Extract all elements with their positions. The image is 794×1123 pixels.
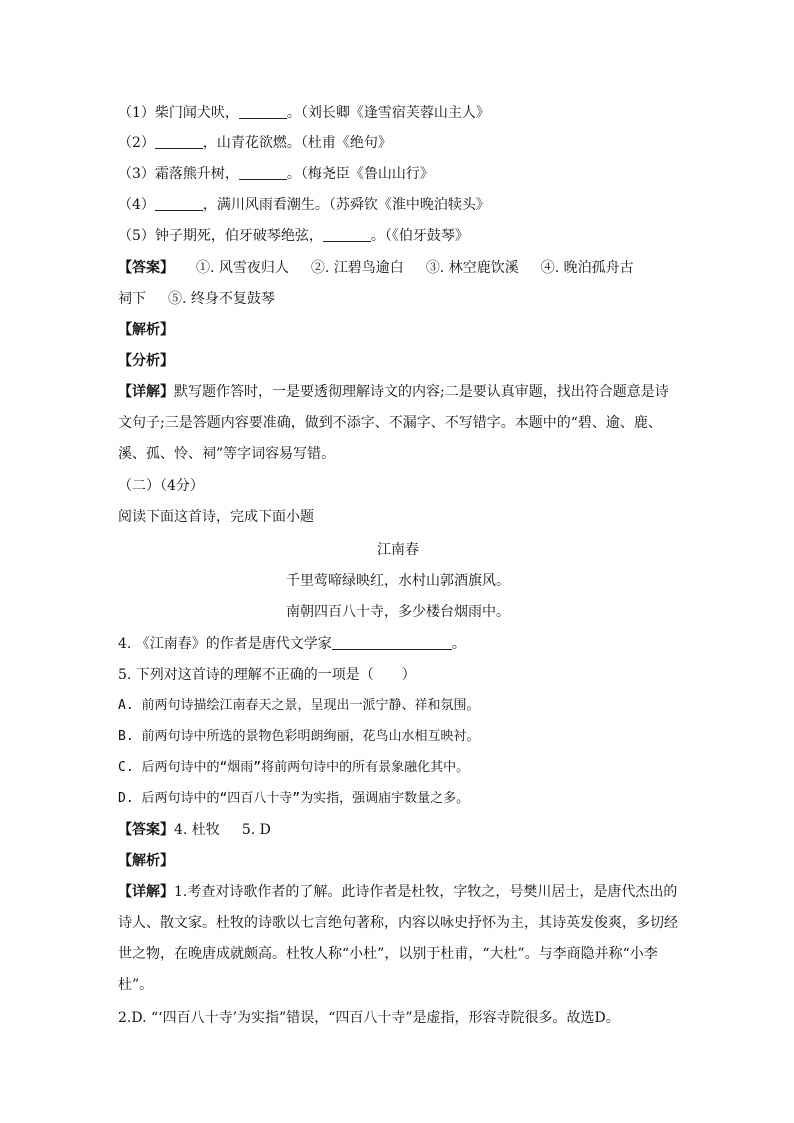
answer-blank: [323, 227, 371, 242]
answer-blank: [155, 134, 203, 149]
detail-tag: 【详解】: [118, 884, 174, 900]
detail-line-1: [118, 382, 678, 402]
question-source: 。（刘长卿《逢雪宿芙蓉山主人》: [286, 105, 490, 121]
answer-item-5: ⑤. 终身不复鼓琴: [168, 291, 275, 307]
detail-line-2: 文句子;三是答题内容要准确，做到不添字、不漏字、不写错字。本题中的“碧、逾、鹿、: [118, 415, 662, 431]
poem-line-1: 千里莺啼绿映红，水村山郭酒旗风。: [286, 573, 510, 589]
detail2-line-2: 诗人、散文家。杜牧的诗歌以七言绝句著称，内容以咏史抒怀为主，其诗英发俊爽，多切经: [118, 915, 678, 931]
question-source: ，满川风雨看潮生。（苏舜钦《淮中晚泊犊头》: [202, 197, 490, 213]
question-4: [118, 634, 678, 654]
reading-instruction: 阅读下面这首诗，完成下面小题: [118, 509, 314, 525]
question-text: 钟子期死，伯牙破琴绝弦，: [154, 228, 323, 244]
question-5-stem: 5. 下列对这首诗的理解不正确的一项是（ ）: [118, 667, 416, 683]
question-number: （2）: [118, 135, 155, 151]
poem-title: 江南春: [377, 542, 419, 558]
detail-tag: 【详解】: [118, 384, 174, 400]
analysis-heading: 【解析】: [118, 322, 174, 338]
question-source: 。（《伯牙鼓琴》: [370, 228, 469, 244]
option-a: A. 前两句诗描绘江南春天之景，呈现出一派宁静、祥和氛围。: [118, 698, 480, 713]
option-b: B. 前两句诗中所选的景物色彩明朗绚丽，花鸟山水相互映衬。: [118, 729, 480, 744]
question-4-text: 4. 《江南春》的作者是唐代文学家: [118, 636, 332, 652]
option-c: C. 后两句诗中的“烟雨”将前两句诗中的所有景象融化其中。: [118, 760, 470, 775]
answer-item-1: ①. 风雪夜归人: [196, 260, 289, 276]
question-number: （5）: [118, 228, 155, 244]
question-text: 柴门闻犬吠，: [154, 105, 239, 121]
answer-blank: [239, 165, 287, 180]
answer-item-3: ③. 林空鹿饮溪: [425, 260, 519, 276]
answer-blank: [155, 196, 203, 211]
answer-line-1: [118, 258, 678, 278]
detail2-line-1: [118, 882, 678, 902]
detail2-line-3: 世之物，在晚唐成就颇高。杜牧人称“小杜”，以别于杜甫，“大杜”。与李商隐并称“小李: [118, 946, 658, 962]
fill-question-4: [118, 195, 678, 215]
answer-item-4-cont: 祠下: [118, 291, 146, 307]
question-number: （4）: [118, 197, 155, 213]
detail-text: 默写题作答时，一是要透彻理解诗文的内容;二是要认真审题，找出符合题意是诗: [174, 384, 669, 400]
question-source: ，山青花欲燃。（杜甫《绝句》: [202, 135, 392, 151]
detail-text: 1.考查对诗歌作者的了解。此诗作者是杜牧，字牧之，号樊川居士，是唐代杰出的: [174, 884, 678, 900]
answer-tag: 【答案】: [118, 822, 174, 838]
option-d: D. 后两句诗中的“四百八十寺”为实指，强调庙宇数量之多。: [118, 791, 470, 806]
fenxi-heading: 【分析】: [118, 353, 174, 369]
answer-item-2: ②. 江碧鸟逾白: [310, 260, 404, 276]
question-source: 。（梅尧臣《鲁山山行》: [286, 166, 434, 182]
detail2-line-4: 杜”。: [118, 977, 154, 993]
detail-line-3: 溪、孤、怜、祠”等字词容易写错。: [118, 446, 336, 462]
answer-tag: 【答案】: [118, 260, 174, 276]
fill-question-3: [118, 164, 678, 184]
fill-question-2: [118, 133, 678, 153]
answer-item-4: ④. 晚泊孤舟古: [540, 260, 634, 276]
question-4-end: 。: [451, 636, 466, 652]
answer-line-2: [118, 289, 678, 309]
analysis-heading-2: 【解析】: [118, 853, 174, 869]
poem-line-2: 南朝四百八十寺，多少楼台烟雨中。: [286, 604, 510, 620]
answer-item-q5: 5. D: [241, 822, 271, 838]
question-number: （3）: [118, 166, 155, 182]
fill-question-1: [118, 103, 678, 123]
answer-line-3: [118, 820, 678, 840]
section-heading: （二）（4分）: [118, 478, 204, 494]
answer-blank: [239, 104, 287, 119]
question-number: （1）: [118, 105, 155, 121]
fill-question-5: [118, 226, 678, 246]
answer-blank: [332, 635, 452, 650]
answer-item-q4: 4. 杜牧: [174, 822, 220, 838]
question-text: 霜落熊升树，: [154, 166, 239, 182]
detail2-line-5: 2.D. “‘四百八十寺’为实指”错误，“四百八十寺”是虚指，形容寺院很多。故选D。: [118, 1010, 620, 1026]
